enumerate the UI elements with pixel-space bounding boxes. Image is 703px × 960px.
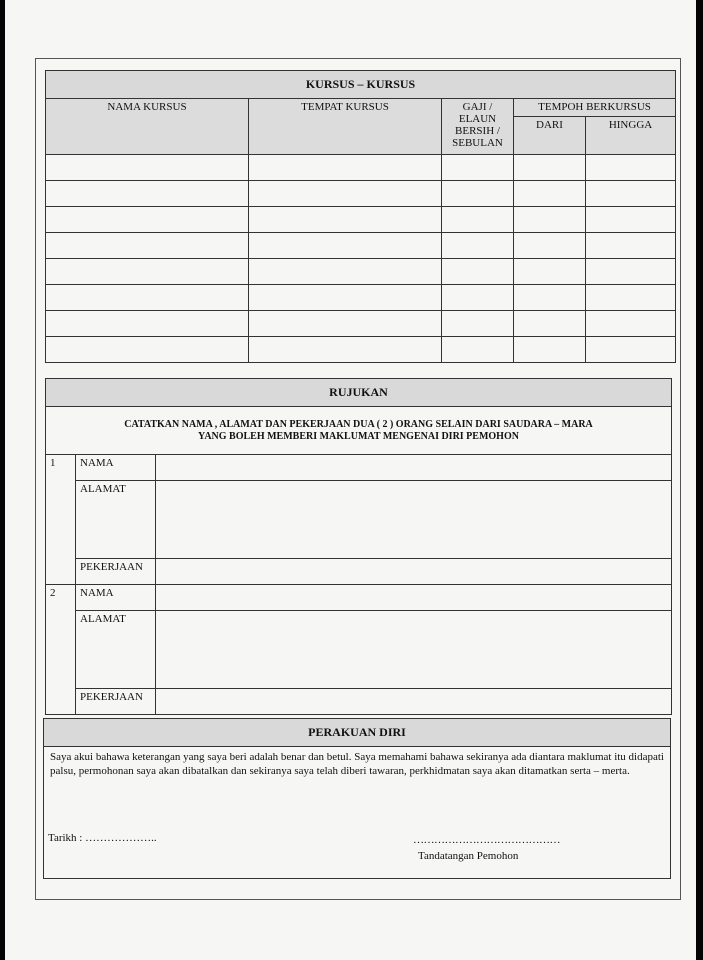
kursus-cell[interactable]: [249, 155, 442, 181]
col-gaji-line4: SEBULAN: [452, 137, 503, 149]
ref2-number: 2: [46, 585, 76, 715]
ref2-nama-label: NAMA: [76, 585, 156, 611]
kursus-cell[interactable]: [586, 233, 676, 259]
kursus-cell[interactable]: [514, 285, 586, 311]
kursus-cell[interactable]: [586, 155, 676, 181]
kursus-cell[interactable]: [514, 207, 586, 233]
perakuan-title: PERAKUAN DIRI: [44, 719, 671, 747]
form-page: [5, 0, 696, 960]
kursus-cell[interactable]: [586, 337, 676, 363]
kursus-cell[interactable]: [249, 259, 442, 285]
signature-label: Tandatangan Pemohon: [418, 850, 519, 862]
col-tempat-kursus: TEMPAT KURSUS: [249, 99, 442, 155]
kursus-cell[interactable]: [514, 181, 586, 207]
col-gaji-line2: ELAUN: [458, 113, 497, 125]
ref2-alamat-label: ALAMAT: [76, 611, 156, 689]
signature-line[interactable]: ……………………………………: [413, 834, 560, 846]
kursus-cell[interactable]: [442, 337, 514, 363]
kursus-cell[interactable]: [514, 259, 586, 285]
ref1-pekerjaan-label: PEKERJAAN: [76, 559, 156, 585]
kursus-cell[interactable]: [586, 259, 676, 285]
kursus-cell[interactable]: [442, 285, 514, 311]
ref1-alamat-label: ALAMAT: [76, 481, 156, 559]
kursus-cell[interactable]: [514, 233, 586, 259]
rujukan-title: RUJUKAN: [46, 379, 672, 407]
ref1-nama-field[interactable]: [156, 455, 672, 481]
kursus-title: KURSUS – KURSUS: [46, 71, 676, 99]
kursus-cell[interactable]: [249, 311, 442, 337]
col-gaji-line1: GAJI /: [462, 101, 493, 113]
kursus-cell[interactable]: [249, 285, 442, 311]
ref1-nama-label: NAMA: [76, 455, 156, 481]
kursus-cell[interactable]: [249, 233, 442, 259]
kursus-cell[interactable]: [249, 181, 442, 207]
ref2-nama-field[interactable]: [156, 585, 672, 611]
instruction-line1: CATATKAN NAMA , ALAMAT DAN PEKERJAAN DUA ( 2 ) ORANG SELAIN DARI SAUDARA – MARA: [124, 418, 593, 430]
kursus-cell[interactable]: [46, 311, 249, 337]
kursus-cell[interactable]: [46, 181, 249, 207]
kursus-cell[interactable]: [46, 207, 249, 233]
kursus-cell[interactable]: [249, 337, 442, 363]
kursus-cell[interactable]: [586, 311, 676, 337]
col-tempoh: TEMPOH BERKURSUS: [514, 99, 676, 117]
kursus-cell[interactable]: [586, 285, 676, 311]
kursus-cell[interactable]: [586, 181, 676, 207]
kursus-cell[interactable]: [442, 259, 514, 285]
kursus-cell[interactable]: [249, 207, 442, 233]
ref2-pekerjaan-field[interactable]: [156, 689, 672, 715]
col-dari: DARI: [514, 117, 586, 155]
rujukan-instruction: [46, 407, 672, 455]
kursus-cell[interactable]: [442, 311, 514, 337]
kursus-cell[interactable]: [514, 155, 586, 181]
tarikh-field[interactable]: Tarikh : ………………..: [48, 832, 157, 844]
kursus-cell[interactable]: [46, 337, 249, 363]
kursus-cell[interactable]: [46, 285, 249, 311]
kursus-cell[interactable]: [46, 155, 249, 181]
perakuan-text: Saya akui bahawa keterangan yang saya beri adalah benar dan betul. Saya memahami bahawa sekiranya ada diantara maklumat itu didapati palsu, permohonan saya akan dibatalkan dan sekiranya saya telah diberi tawaran, perkhidmatan saya akan ditamatkan serta – merta.: [50, 751, 664, 777]
ref1-pekerjaan-field[interactable]: [156, 559, 672, 585]
col-gaji: [442, 99, 514, 155]
col-hingga: HINGGA: [586, 117, 676, 155]
kursus-cell[interactable]: [46, 233, 249, 259]
ref2-pekerjaan-label: PEKERJAAN: [76, 689, 156, 715]
ref1-alamat-field[interactable]: [156, 481, 672, 559]
kursus-table: [45, 70, 676, 363]
kursus-cell[interactable]: [46, 259, 249, 285]
col-nama-kursus: NAMA KURSUS: [46, 99, 249, 155]
kursus-cell[interactable]: [514, 337, 586, 363]
instruction-line2: YANG BOLEH MEMBERI MAKLUMAT MENGENAI DIRI PEMOHON: [198, 430, 519, 442]
kursus-cell[interactable]: [442, 155, 514, 181]
ref2-alamat-field[interactable]: [156, 611, 672, 689]
kursus-cell[interactable]: [586, 207, 676, 233]
col-gaji-line3: BERSIH /: [455, 125, 500, 137]
perakuan-table: [43, 718, 671, 879]
kursus-cell[interactable]: [442, 207, 514, 233]
ref1-number: 1: [46, 455, 76, 585]
perakuan-body: [44, 747, 671, 879]
kursus-cell[interactable]: [442, 181, 514, 207]
rujukan-table: [45, 378, 672, 715]
kursus-cell[interactable]: [514, 311, 586, 337]
kursus-cell[interactable]: [442, 233, 514, 259]
